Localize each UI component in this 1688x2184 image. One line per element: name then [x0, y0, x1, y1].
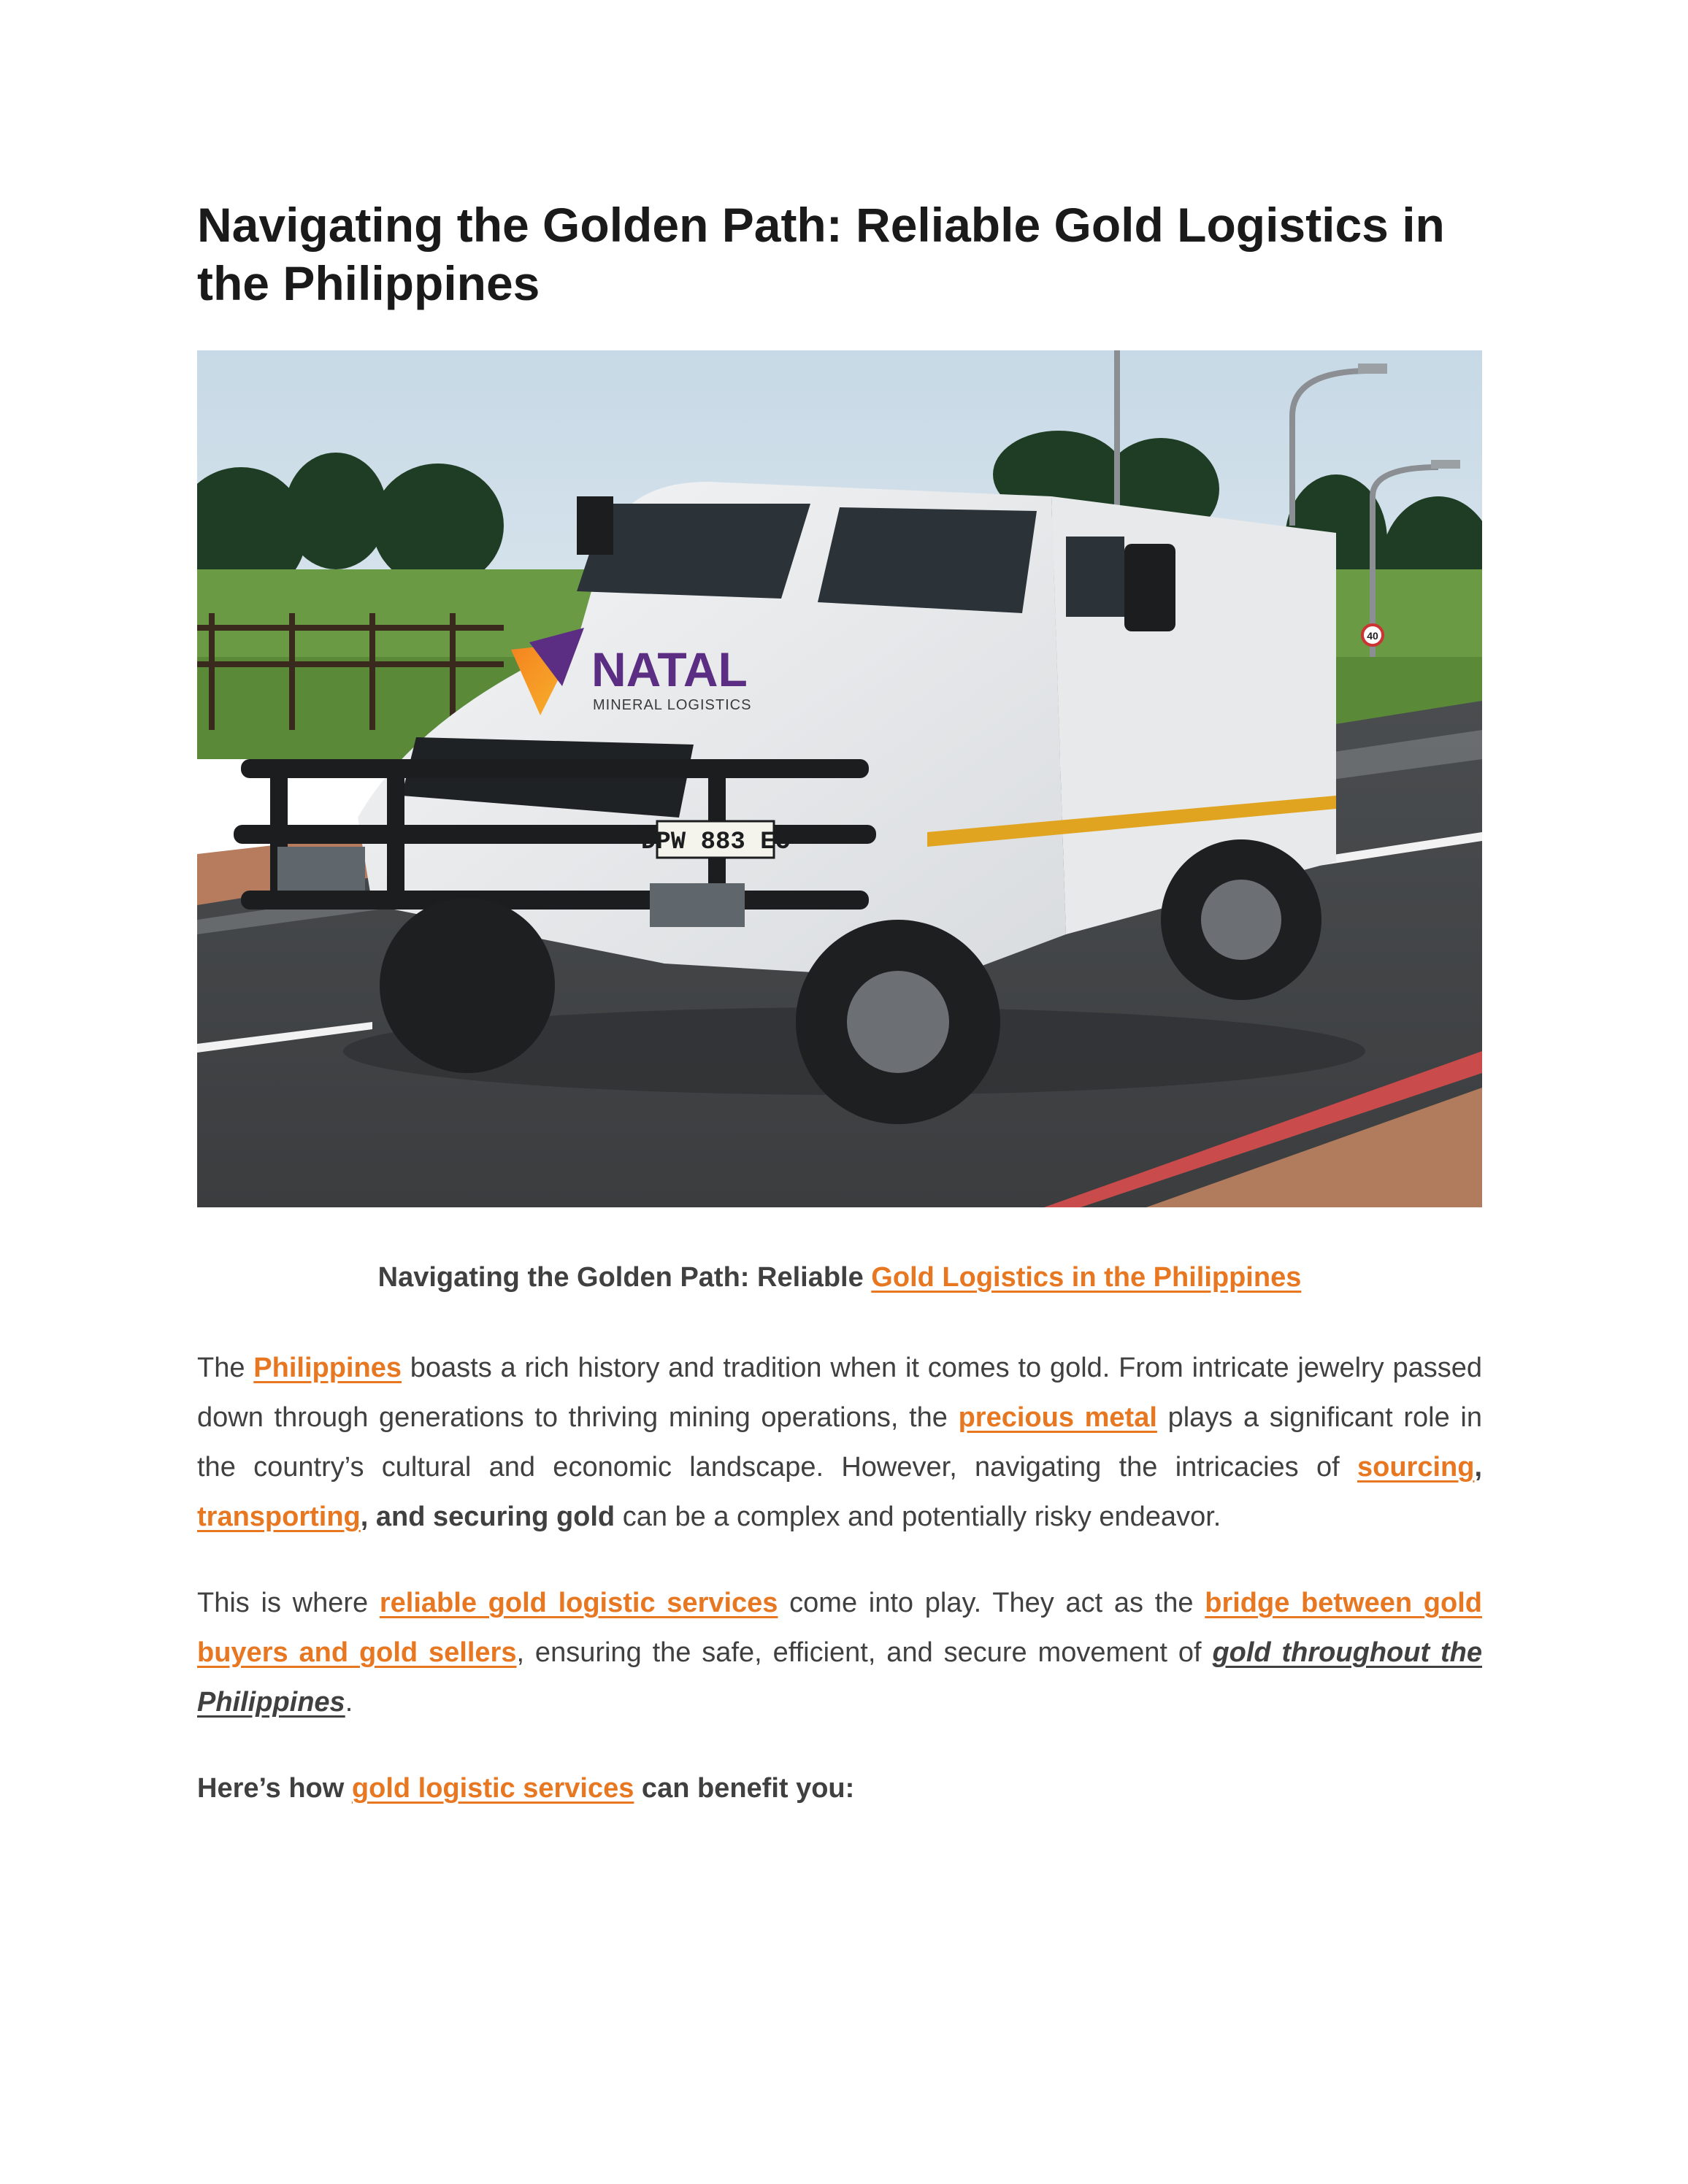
image-caption — [197, 1260, 1482, 1295]
gold-logistic-services-link[interactable]: gold logistic services — [351, 1773, 634, 1804]
article — [197, 196, 1482, 1813]
p1-text-1: The — [197, 1353, 254, 1383]
page-title: Navigating the Golden Path: Reliable Gold Logistics in the Philippines — [197, 198, 1445, 310]
p2-text-4: . — [345, 1687, 353, 1718]
logo-text-sub: MINERAL LOGISTICS — [593, 697, 752, 713]
armored-truck-photo — [197, 350, 1482, 1207]
precious-metal-link[interactable]: precious metal — [958, 1402, 1157, 1433]
bridge-link[interactable]: bridge between gold buyers and gold sellers — [197, 1588, 1483, 1668]
philippines-link[interactable]: Philippines — [253, 1353, 402, 1383]
p2-text-1: This is where — [197, 1588, 380, 1618]
p3-bold-1: Here’s how — [197, 1773, 352, 1804]
gold-philippines-link[interactable]: gold throughout the Philippines — [197, 1637, 1482, 1718]
paragraph-benefits — [197, 1764, 1482, 1813]
p2-text-3: , ensuring the safe, efficient, and secure movement of — [516, 1637, 1213, 1668]
logo-text-main: NATAL — [591, 642, 748, 696]
paragraph-intro — [197, 1343, 1482, 1542]
p1-text-2: boasts a rich history and tradition when it comes to gold. From intricate jewelry passed down through generations to thriving mining operations, the — [197, 1353, 1482, 1433]
p2-text-2: come into play. They act as the — [778, 1588, 1205, 1618]
p1-bold-1: , — [1474, 1452, 1482, 1483]
p1-bold-2: , and securing gold — [360, 1502, 615, 1532]
reliable-services-link[interactable]: reliable gold logistic services — [379, 1588, 778, 1618]
p1-text-4: can be a complex and potentially risky endeavor. — [615, 1502, 1221, 1532]
license-plate-text: DPW 883 EC — [640, 828, 791, 856]
transporting-link[interactable]: transporting — [197, 1502, 361, 1532]
caption-text: Navigating the Golden Path: Reliable — [377, 1262, 872, 1293]
paragraph-services — [197, 1578, 1482, 1727]
caption-link[interactable]: Gold Logistics in the Philippines — [871, 1262, 1302, 1293]
p3-bold-2: can benefit you: — [634, 1773, 855, 1804]
p1-text-3: plays a significant role in the country’s cultural and economic landscape. However, navigating the intricacies of — [197, 1402, 1482, 1483]
road-sign-text: 40 — [1367, 630, 1378, 642]
sourcing-link[interactable]: sourcing — [1357, 1452, 1475, 1483]
